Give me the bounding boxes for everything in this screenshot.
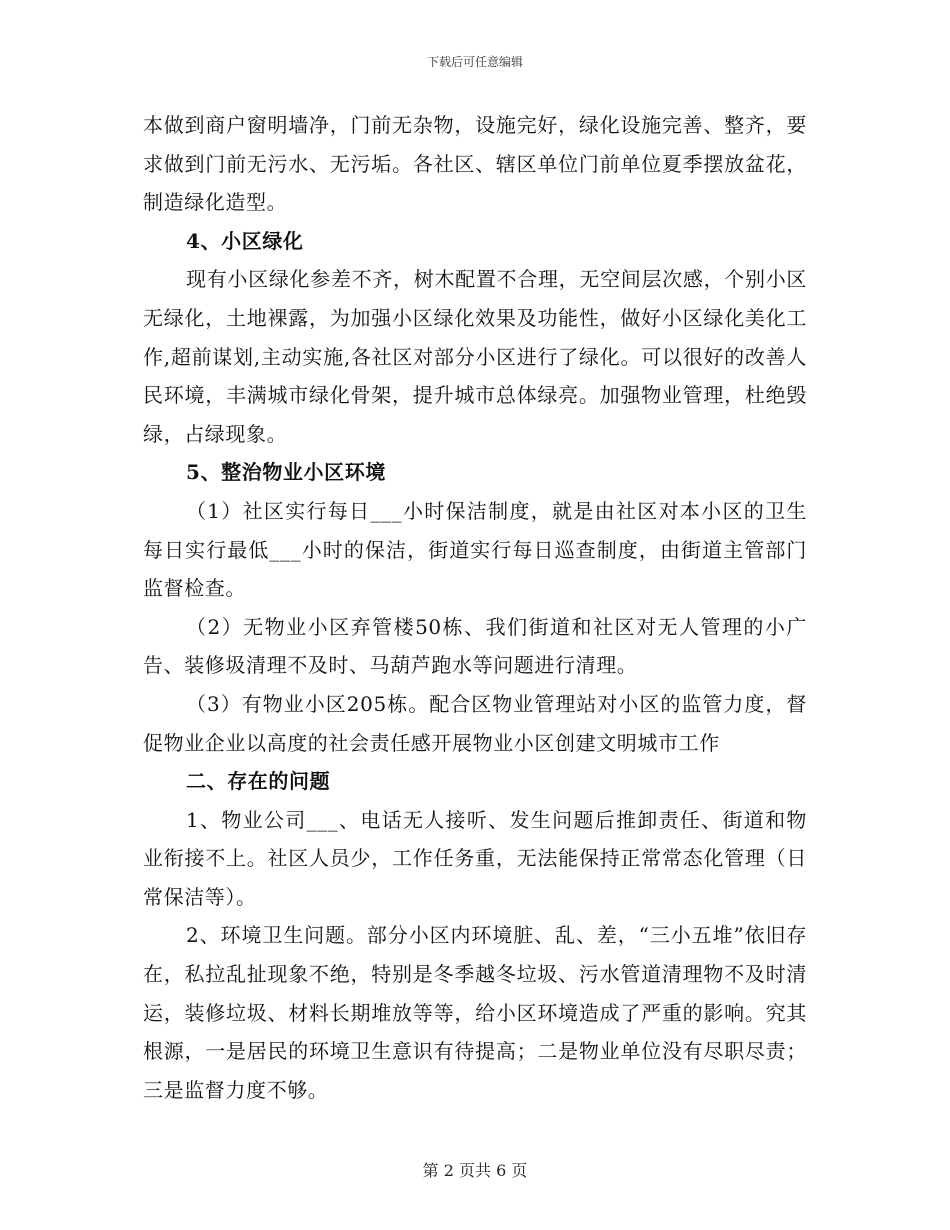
paragraph-problem-2: 2、环境卫生问题。部分小区内环境脏、乱、差，“三小五堆”依旧存在，私拉乱扯现象不绝，特别是冬季越冬垃圾、污水管道清理物不及时清运，装修垃圾、材料长期堆放等等，给小区环境造成了严重的影响。究其根源，一是居民的环境卫生意识有待提高；二是物业单位没有尽职尽责；三是监督力度不够。 bbox=[143, 923, 807, 1102]
paragraph-continuation: 本做到商户窗明墙净，门前无杂物，设施完好，绿化设施完善、整齐，要求做到门前无污水、无污垢。各社区、辖区单位门前单位夏季摆放盆花，制造绿化造型。 bbox=[143, 113, 807, 215]
paragraph-item-1: （1）社区实行每日___小时保洁制度，就是由社区对本小区的卫生每日实行最低___小时的保洁，街道实行每日巡查制度，由街道主管部门监督检查。 bbox=[143, 498, 807, 601]
page-number-footer: 第 2 页共 6 页 bbox=[422, 1161, 528, 1180]
paragraph-greening: 现有小区绿化参差不齐，树木配置不合理，无空间层次感，个别小区无绿化，土地裸露，为加强小区绿化效果及功能性，做好小区绿化美化工作,超前谋划,主动实施,各社区对部分小区进行了绿化。可以很好的改善人民环境，丰满城市绿化骨架，提升城市总体绿亮。加强物业管理，杜绝毁绿，占绿现象。 bbox=[143, 267, 807, 446]
section-heading-property-environment: 5、整治物业小区环境 bbox=[186, 460, 386, 485]
paragraph-item-2: （2）无物业小区弃管楼50栋、我们街道和社区对无人管理的小广告、装修圾清理不及时、马葫芦跑水等问题进行清理。 bbox=[143, 614, 807, 678]
paragraph-problem-1: 1、物业公司___、电话无人接听、发生问题后推卸责任、街道和物业衔接不上。社区人员少，工作任务重，无法能保持正常常态化管理（日常保洁等）。 bbox=[143, 807, 807, 909]
page-header: 下载后可任意编辑 bbox=[426, 55, 523, 69]
paragraph-item-3: （3）有物业小区205栋。配合区物业管理站对小区的监管力度，督促物业企业以高度的社会责任感开展物业小区创建文明城市工作 bbox=[143, 691, 807, 755]
document-body bbox=[143, 106, 807, 1109]
section-heading-greening: 4、小区绿化 bbox=[186, 228, 304, 253]
section-heading-problems: 二、存在的问题 bbox=[186, 769, 331, 794]
